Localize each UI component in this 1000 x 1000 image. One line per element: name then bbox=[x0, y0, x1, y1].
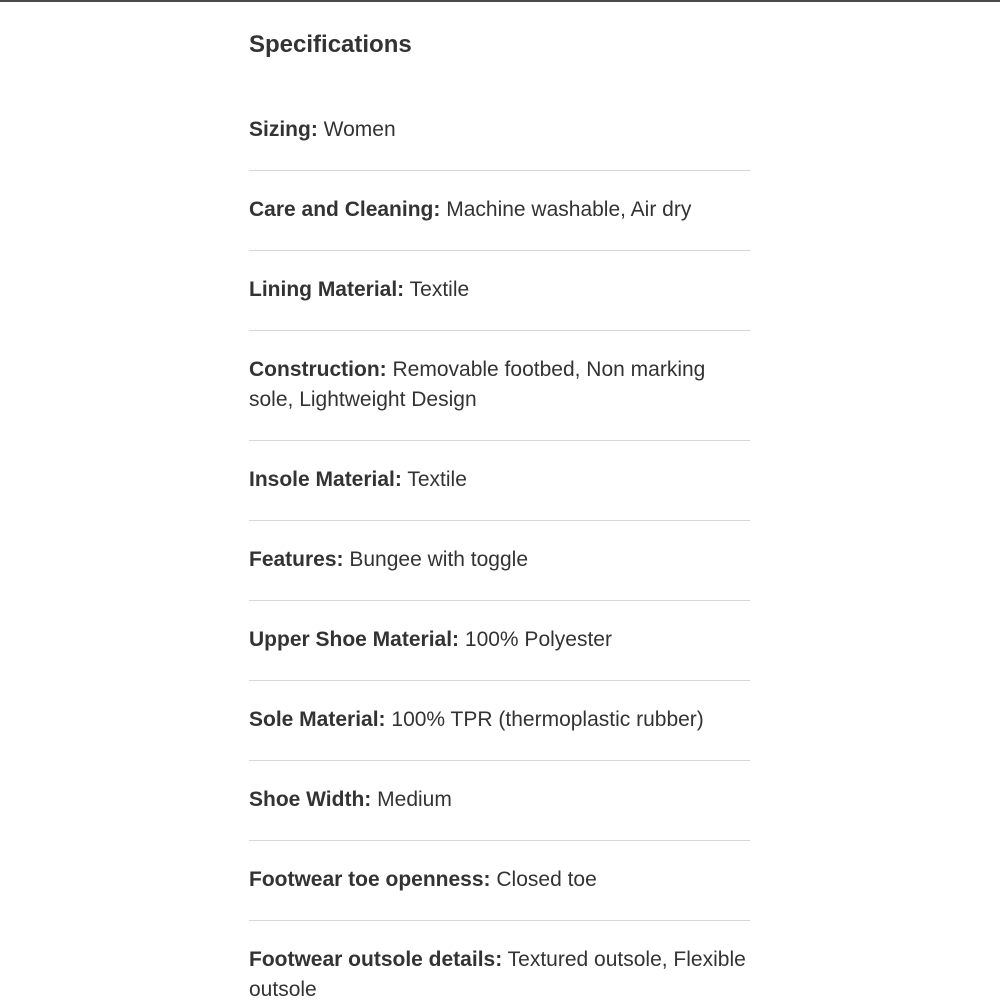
spec-label: Shoe Width: bbox=[249, 788, 372, 811]
spec-label: Construction: bbox=[249, 358, 387, 381]
spec-row-care-and-cleaning bbox=[249, 171, 750, 251]
spec-row-footwear-outsole-details bbox=[249, 921, 750, 1000]
spec-label: Sole Material: bbox=[249, 708, 386, 731]
spec-value: Machine washable, Air dry bbox=[446, 198, 692, 221]
spec-row-shoe-width bbox=[249, 761, 750, 841]
spec-value: Medium bbox=[377, 788, 452, 811]
spec-label: Lining Material: bbox=[249, 278, 405, 301]
spec-value: Bungee with toggle bbox=[349, 548, 529, 571]
spec-value: 100% TPR (thermoplastic rubber) bbox=[391, 708, 704, 731]
spec-value: 100% Polyester bbox=[464, 628, 612, 651]
spec-label: Footwear toe openness: bbox=[249, 868, 491, 891]
spec-row-insole-material bbox=[249, 441, 750, 521]
spec-row-upper-shoe-material bbox=[249, 601, 750, 681]
spec-value: Removable footbed, Non marking sole, Lightweight Design bbox=[249, 358, 706, 411]
spec-label: Features: bbox=[249, 548, 344, 571]
spec-value: Women bbox=[323, 118, 396, 141]
spec-label: Footwear outsole details: bbox=[249, 948, 503, 971]
spec-label: Insole Material: bbox=[249, 468, 402, 491]
spec-list bbox=[249, 61, 750, 1000]
specifications-heading: Specifications bbox=[249, 31, 412, 58]
spec-value: Closed toe bbox=[496, 868, 597, 891]
spec-label: Care and Cleaning: bbox=[249, 198, 441, 221]
spec-row-sole-material bbox=[249, 681, 750, 761]
spec-label: Upper Shoe Material: bbox=[249, 628, 460, 651]
spec-row-footwear-toe-openness bbox=[249, 841, 750, 921]
spec-value: Textile bbox=[407, 468, 467, 491]
spec-value: Textured outsole, Flexible outsole bbox=[249, 948, 746, 1000]
spec-row-lining-material bbox=[249, 251, 750, 331]
spec-value: Textile bbox=[409, 278, 470, 301]
spec-row-features bbox=[249, 521, 750, 601]
spec-row-sizing bbox=[249, 61, 750, 171]
spec-label: Sizing: bbox=[249, 118, 318, 141]
spec-row-construction bbox=[249, 331, 750, 441]
specifications-panel bbox=[249, 0, 750, 1000]
